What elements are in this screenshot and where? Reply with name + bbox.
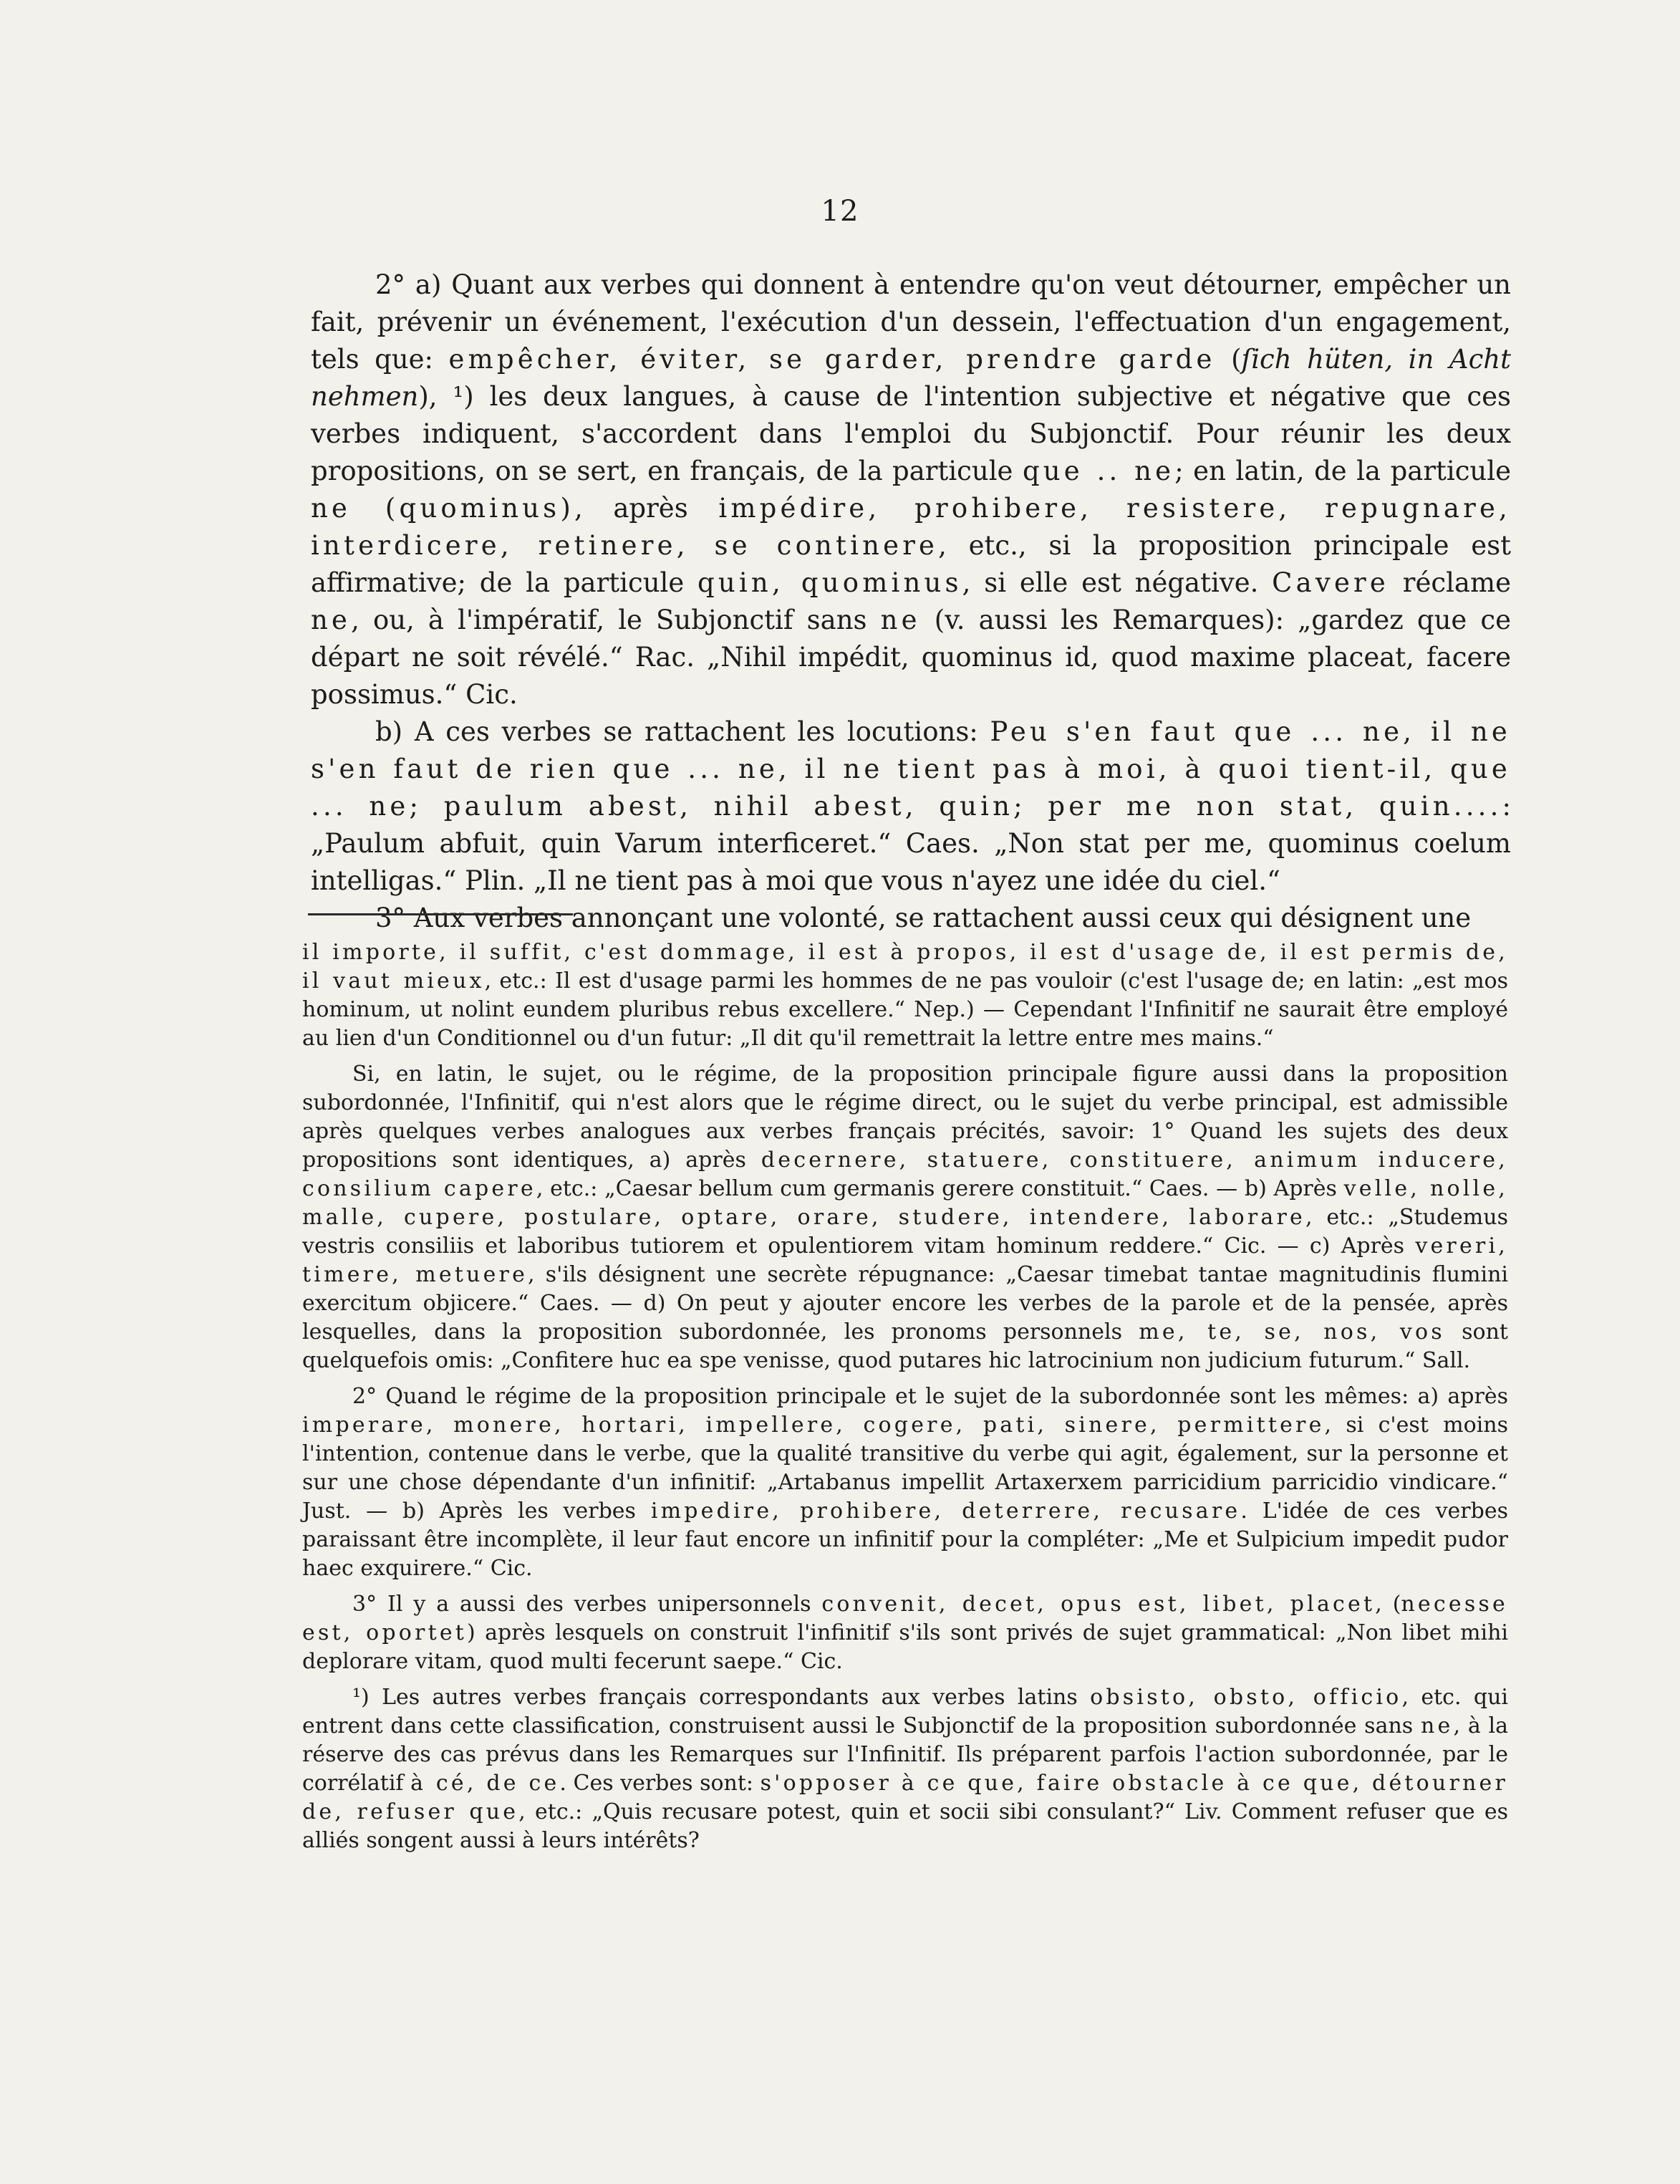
german-term: ſich hüten, in Acht nehmen [311, 344, 1511, 412]
spaced-term: il importe, il suffit, c'est dommage, il est à propos, il est d'usage de, il est permis de, il vaut mieux [302, 940, 1508, 994]
spaced-term: empêcher, éviter, se garder, prendre garde [448, 344, 1216, 375]
spaced-term: quin, quominus [697, 567, 962, 598]
paragraph-2a: 2° a) Quant aux verbes qui donnent à entendre qu'on veut détourner, empêcher un fait, prévenir un événement, l'exécution d'un dessein, l'effectuation d'un engagement, tels que: empêcher, éviter, se garder, prendre garde (ſich hüten, in Acht nehmen), ¹) les deux langues, à cause de l'intention subjective et négative que ces verbes indiquent, s'accordent dans l'emploi du Subjonctif. Pour réunir les deux propositions, on se sert, en français, de la particule que .. ne; en latin, de la particule ne (quominus), après impédire, prohibere, resistere, repugnare, interdicere, retinere, se continere, etc., si la proposition principale est affirmative; de la particule quin, quominus, si elle est négative. Cavere réclame ne, ou, à l'impératif, le Subjonctif sans ne (v. aussi les Remarques): „gardez que ce départ ne soit révélé.“ Rac. „Nihil impédit, quominus id, quod maxime placeat, facere possimus.“ Cic. [311, 269, 1511, 710]
note-regime-subject: 2° Quand le régime de la proposition principale et le sujet de la subordonnée sont les mêmes: a) après imperare, monere, hortari, impellere, cogere, pati, sinere, permittere, si c'est moins l'intention, contenue dans le verbe, que la qualité transitive du verbe qui agit, également, sur la personne et sur une chose dépendante d'un infinitif: „Artabanus impellit Artaxerxem parricidium parricidio vindicare.“ Just. — b) Après les verbes impedire, prohibere, deterrere, recusare. L'idée de ces verbes paraissant être incomplète, il leur faut encore un infinitif pour la compléter: „Me et Sulpicium impedit pudor haec exquirere.“ Cic. [302, 1384, 1509, 1581]
spaced-term: ne [311, 605, 352, 635]
spaced-term: s'opposer à ce que, faire obstacle à ce que, détourner de, refuser que [302, 1771, 1508, 1824]
spaced-term: velle, nolle, malle, cupere, postulare, optare, orare, studere, intendere, laborare [302, 1176, 1509, 1230]
footnote-divider [308, 913, 573, 915]
spaced-term: imperare, monere, hortari, impellere, cogere, pati, sinere, permittere [302, 1413, 1325, 1438]
page-number: 12 [821, 195, 859, 228]
spaced-term: necesse est, oportet [302, 1592, 1508, 1645]
note-impersonal-verbs: 3° Il y a aussi des verbes unipersonnels convenit, decet, opus est, libet, placet, (necesse est, oportet) après lesquels on construit l'infinitif s'ils sont privés de sujet grammatical: „Non libet mihi deplorare vitam, quod multi fecerunt saepe.“ Cic. [302, 1592, 1508, 1674]
spaced-term: decernere, statuere, constituere, animum inducere, consilium capere [302, 1148, 1508, 1201]
main-text [311, 266, 1511, 937]
paragraph-3: 3° Aux verbes annonçant une volonté, se rattachent aussi ceux qui désignent une [375, 903, 1472, 933]
spaced-term: que .. ne [1022, 456, 1175, 486]
spaced-term: me, te, se, nos, vos [1139, 1319, 1445, 1344]
spaced-term: obsisto, obsto, officio [1090, 1685, 1402, 1710]
spaced-term: ne [880, 605, 921, 635]
spaced-term: vereri, timere, metuere [302, 1233, 1508, 1287]
note-infinitive-latin: Si, en latin, le sujet, ou le régime, de la proposition principale figure aussi dans la proposition subordonnée, l'Infinitif, qui n'est alors que le régime direct, ou le sujet du verbe principal, est admissible après quelques verbes analogues aux verbes français précités, savoir: 1° Quand les sujets des deux propositions sont identiques, a) après decernere, statuere, constituere, animum inducere, consilium capere, etc.: „Caesar bellum cum germanis gerere constituit.“ Caes. — b) Après velle, nolle, malle, cupere, postulare, optare, orare, studere, intendere, laborare, etc.: „Studemus vestris consiliis et laboribus tutiorem et opulentiorem vitam hominum reddere.“ Cic. — c) Après vereri, timere, metuere, s'ils désignent une secrète répugnance: „Caesar timebat tantae magnitudinis flumini exercitum objicere.“ Caes. — d) On peut y ajouter encore les verbes de la parole et de la pensée, après lesquelles, dans la proposition subordonnée, les pronoms personnels me, te, se, nos, vos sont quelquefois omis: „Confitere huc ea spe venisse, quod putares hic latrocinium non judicium futurum.“ Sall. [302, 1062, 1509, 1373]
spaced-term: impedire, prohibere, deterrere, recusare [650, 1499, 1241, 1524]
spaced-term: ne [1421, 1713, 1454, 1738]
spaced-term: convenit, decet, opus est, libet, placet [821, 1592, 1376, 1617]
note-continuation: il importe, il suffit, c'est dommage, il est à propos, il est d'usage de, il est permis de, il vaut mieux, etc.: Il est d'usage parmi les hommes de ne pas vouloir (c'est l'usage de; en latin: „est mos hominum, ut nolint eundem pluribus rebus excellere.“ Nep.) — Cependant l'Infinitif ne saurait être employé au lien d'un Conditionnel ou d'un futur: „Il dit qu'il remettrait la lettre entre mes mains.“ [302, 940, 1508, 1051]
spaced-term: à cé, de ce [410, 1771, 560, 1796]
spaced-term: Peu s'en faut que ... ne, il ne s'en faut de rien que ... ne, il ne tient pas à moi, à quoi tient-il, que ... ne; paulum abest, nihil abest, quin; per me non stat, quin.... [311, 716, 1512, 822]
spaced-term: ne (quominus) [311, 493, 574, 524]
footnote-1: ¹) Les autres verbes français correspondants aux verbes latins obsisto, obsto, officio, etc. qui entrent dans cette classification, construisent aussi le Subjonctif de la proposition subordonnée sans ne, à la réserve des cas prévus dans les Remarques sur l'Infinitif. Ils préparent parfois l'action subordonnée, par le corrélatif à cé, de ce. Ces verbes sont: s'opposer à ce que, faire obstacle à ce que, détourner de, refuser que, etc.: „Quis recusare potest, quin et socii sibi consulant?“ Liv. Comment refuser que es alliés songent aussi à leurs intérêts? [302, 1685, 1508, 1853]
spaced-term: impédire, prohibere, resistere, repugnare, interdicere, retinere, se continere [311, 493, 1511, 561]
paragraph-2b: b) A ces verbes se rattachent les locutions: Peu s'en faut que ... ne, il ne s'en faut de rien que ... ne, il ne tient pas à moi, à quoi tient-il, que ... ne; paulum abest, nihil abest, quin; per me non stat, quin....: „Paulum abfuit, quin Varum interficeret.“ Caes. „Non stat per me, quominus coelum intelligas.“ Plin. „Il ne tient pas à moi que vous n'ayez une idée du ciel.“ [311, 716, 1512, 896]
footnotes [302, 938, 1508, 1862]
spaced-term: Cavere [1272, 567, 1389, 598]
